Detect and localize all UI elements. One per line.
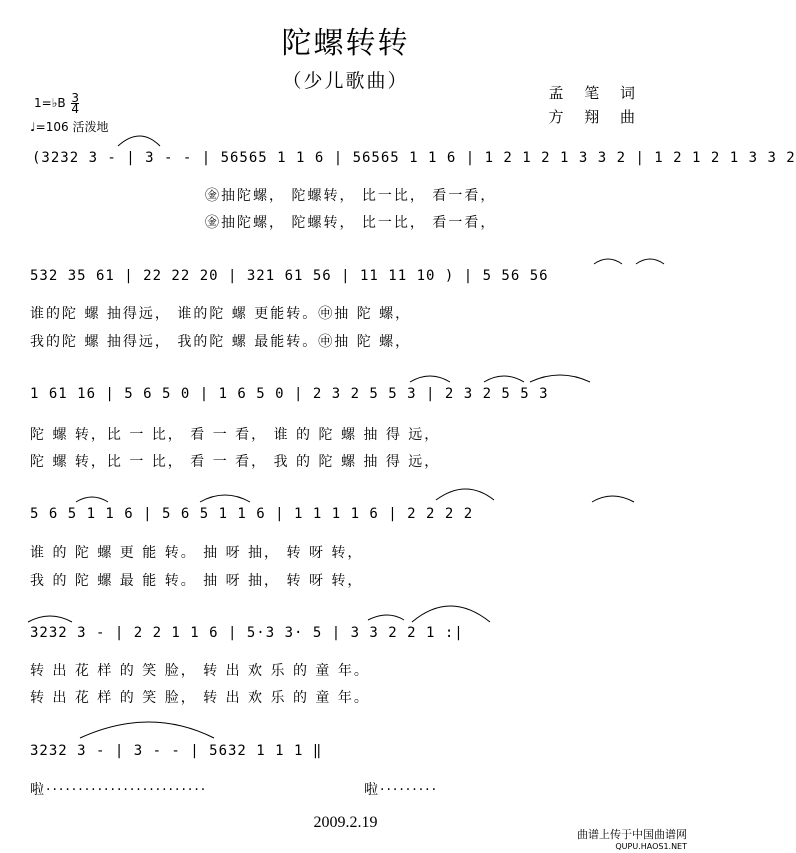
notes-row-3: 1 61 16 | 5 6 5 0 | 1 6 5 0 | 2 3 2 5 5 3 | 2 3 2 5 5 3 bbox=[30, 386, 549, 402]
date-stamp: 2009.2.19 bbox=[313, 814, 378, 831]
notes-row-4: 5 6 5 1 1 6 | 5 6 5 1 1 6 | 1 1 1 1 6 | 2 2 2 2 bbox=[30, 506, 474, 522]
time-sig-bottom: 4 bbox=[71, 102, 80, 116]
page-title: 陀螺转转 bbox=[281, 26, 410, 61]
lyric-row-1-verse-2: ㊎抽陀螺， 陀螺转， 比一比， 看一看， bbox=[205, 215, 497, 231]
quarter-note-icon: ♩ bbox=[30, 120, 36, 134]
lyric-row-4-verse-2: 我 的 陀 螺 最 能 转。 抽 呀 抽， 转 呀 转， bbox=[30, 573, 364, 589]
lyric-row-6-la-2: 啦········· bbox=[364, 782, 439, 798]
lyric-row-5-verse-1: 转 出 花 样 的 笑 脸， 转 出 欢 乐 的 童 年。 bbox=[30, 663, 370, 679]
notes-row-1: (3232 3 - | 3 - - | 56565 1 1 6 | 56565 1 1 6 | 1 2 1 2 1 3 3 2 | 1 2 1 2 1 3 3 2 bbox=[32, 150, 796, 166]
slur bbox=[76, 497, 108, 502]
watermark-text: 曲谱上传于中国曲谱网 bbox=[577, 828, 687, 841]
slur bbox=[80, 722, 214, 738]
notes-row-6: 3232 3 - | 3 - - | 5632 1 1 1 ‖ bbox=[30, 743, 323, 759]
slur bbox=[412, 606, 490, 622]
slur bbox=[594, 259, 622, 264]
slur bbox=[530, 375, 590, 382]
lyric-row-4-verse-1: 谁 的 陀 螺 更 能 转。 抽 呀 抽， 转 呀 转， bbox=[30, 545, 364, 561]
lyric-row-2-verse-2: 我的陀 螺 抽得远， 我的陀 螺 最能转。㊥抽 陀 螺， bbox=[30, 334, 412, 350]
key-label: 1=♭B bbox=[34, 96, 66, 110]
slur bbox=[368, 615, 404, 620]
notes-row-5: 3232 3 - | 2 2 1 1 6 | 5·3 3· 5 | 3 3 2 2 1 :| bbox=[30, 625, 464, 641]
slur bbox=[410, 376, 450, 382]
composer-credit: 方 翔 曲 bbox=[548, 108, 643, 126]
slur bbox=[636, 259, 664, 264]
lyric-row-3-verse-2: 陀 螺 转，比 一 比， 看 一 看， 我 的 陀 螺 抽 得 远， bbox=[30, 454, 441, 470]
watermark bbox=[577, 826, 687, 851]
slur bbox=[592, 496, 634, 502]
time-sig-top: 3 bbox=[71, 91, 80, 105]
notes-row-2: 532 35 61 | 22 22 20 | 321 61 56 | 11 11 10 ) | 5 56 56 bbox=[30, 268, 549, 284]
watermark-url: QUPU.HAOS1.NET bbox=[615, 842, 687, 851]
page-subtitle: （少儿歌曲） bbox=[282, 70, 409, 92]
lyric-row-5-verse-2: 转 出 花 样 的 笑 脸， 转 出 欢 乐 的 童 年。 bbox=[30, 690, 370, 706]
slur bbox=[200, 495, 250, 502]
slur bbox=[118, 136, 160, 146]
lyricist-credit: 孟 笔 词 bbox=[548, 84, 643, 102]
slur bbox=[28, 616, 72, 622]
slur bbox=[436, 489, 494, 500]
lyric-row-1-verse-1: ㊎抽陀螺， 陀螺转， 比一比， 看一看， bbox=[205, 188, 497, 204]
tempo-text: =106 活泼地 bbox=[35, 120, 109, 134]
lyric-row-6-la-1: 啦························· bbox=[30, 782, 208, 798]
lyric-row-2-verse-1: 谁的陀 螺 抽得远， 谁的陀 螺 更能转。㊥抽 陀 螺， bbox=[30, 306, 412, 322]
lyric-row-3-verse-1: 陀 螺 转，比 一 比， 看 一 看， 谁 的 陀 螺 抽 得 远， bbox=[30, 427, 441, 443]
slur bbox=[484, 376, 524, 382]
